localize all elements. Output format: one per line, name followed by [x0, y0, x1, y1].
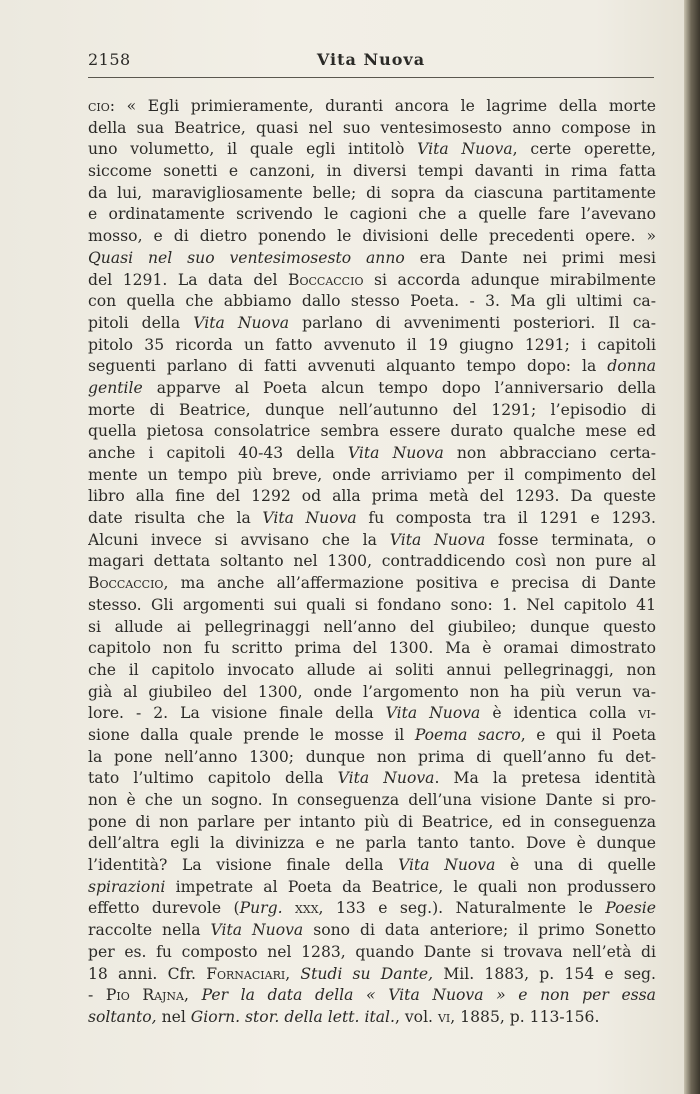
text-line: lore. - 2. La visione finale della Vita Nuova è identica colla vi-	[88, 704, 656, 723]
text-line: seguenti parlano di fatti avvenuti alquanto tempo dopo: la donna	[88, 357, 656, 376]
page-number: 2158	[88, 50, 131, 69]
text-line: libro alla fine del 1292 od alla prima metà del 1293. Da queste	[88, 487, 656, 506]
header-rule	[88, 77, 654, 78]
text-line: capitolo non fu scritto prima del 1300. Ma è oramai dimostrato	[88, 639, 656, 658]
text-line: la pone nell’anno 1300; dunque non prima di quell’anno fu det-	[88, 747, 656, 766]
text-line: pone di non parlare per intanto più di Beatrice, ed in conseguenza	[88, 812, 656, 831]
running-title: Vita Nuova	[316, 50, 426, 69]
text-line: con quella che abbiamo dallo stesso Poeta. - 3. Ma gli ultimi ca-	[88, 292, 656, 311]
text-line: uno volumetto, il quale egli intitolò Vita Nuova, certe operette,	[88, 140, 656, 159]
text-line: già al giubileo del 1300, onde l’argomento non ha più verun va-	[88, 682, 656, 701]
text-line: per es. fu composto nel 1283, quando Dante si trovava nell’età di	[88, 942, 656, 961]
text-line: soltanto, nel Giorn. stor. della lett. ital., vol. vi, 1885, p. 113-156.	[88, 1007, 600, 1026]
text-line: si allude ai pellegrinaggi nell’anno del giubileo; dunque questo	[88, 617, 656, 636]
text-line: Alcuni invece si avvisano che la Vita Nuova fosse terminata, o	[88, 530, 656, 549]
text-line: da lui, maravigliosamente belle; di sopra da ciascuna partitamente	[88, 183, 656, 202]
text-line: tato l’ultimo capitolo della Vita Nuova. Ma la pretesa identità	[88, 769, 656, 788]
text-line: cio: « Egli primieramente, duranti ancora le lagrime della morte	[88, 97, 656, 115]
text-line: stesso. Gli argomenti sui quali si fondano sono: 1. Nel capitolo 41	[88, 595, 656, 614]
text-line: raccolte nella Vita Nuova sono di data anteriore; il primo Sonetto	[88, 921, 656, 940]
text-line: siccome sonetti e canzoni, in diversi tempi davanti in rima fatta	[88, 162, 656, 181]
text-line: - Pio Rajna, Per la data della « Vita Nuova » e non per essa	[88, 986, 656, 1005]
body-text	[88, 96, 656, 1029]
text-line: del 1291. La data del Boccaccio si accorda adunque mirabilmente	[88, 270, 656, 289]
text-line: spirazioni impetrate al Poeta da Beatrice, le quali non produssero	[88, 877, 656, 896]
text-line: morte di Beatrice, dunque nell’autunno del 1291; l’episodio di	[88, 400, 656, 419]
text-line: della sua Beatrice, quasi nel suo ventesimosesto anno compose in	[88, 118, 656, 137]
text-line: pitolo 35 ricorda un fatto avvenuto il 19 giugno 1291; i capitoli	[88, 335, 656, 354]
text-line: gentile apparve al Poeta alcun tempo dopo l’anniversario della	[88, 378, 656, 397]
text-line: l’identità? La visione finale della Vita Nuova è una di quelle	[88, 856, 656, 875]
text-line: e ordinatamente scrivendo le cagioni che a quelle fare l’avevano	[88, 205, 656, 224]
text-line: Quasi nel suo ventesimosesto anno era Dante nei primi mesi	[88, 248, 656, 267]
text-line: quella pietosa consolatrice sembra essere durato qualche mese ed	[88, 422, 656, 441]
text-line: dell’altra egli la divinizza e ne parla tanto tanto. Dove è dunque	[88, 834, 656, 853]
text-line: mosso, e di dietro ponendo le divisioni delle precedenti opere. »	[88, 227, 656, 246]
text-line: Boccaccio, ma anche all’affermazione positiva e precisa di Dante	[88, 574, 656, 593]
text-line: 18 anni. Cfr. Fornaciari, Studi su Dante, Mil. 1883, p. 154 e seg.	[88, 964, 656, 983]
text-line: mente un tempo più breve, onde arriviamo per il compimento del	[88, 465, 656, 484]
text-line: che il capitolo invocato allude ai soliti annui pellegrinaggi, non	[88, 660, 656, 679]
text-line: non è che un sogno. In conseguenza dell’una visione Dante si pro-	[88, 791, 656, 809]
text-line: effetto durevole (Purg. xxx, 133 e seg.). Naturalmente le Poesie	[88, 899, 656, 918]
text-line: pitoli della Vita Nuova parlano di avvenimenti posteriori. Il ca-	[88, 313, 656, 332]
text-line: date risulta che la Vita Nuova fu composta tra il 1291 e 1293.	[88, 509, 656, 528]
text-line: anche i capitoli 40-43 della Vita Nuova non abbracciano certa-	[88, 444, 656, 462]
text-line: sione dalla quale prende le mosse il Poema sacro, e qui il Poeta	[88, 725, 656, 744]
text-line: magari dettata soltanto nel 1300, contraddicendo così non pure al	[88, 552, 656, 571]
page-header	[88, 50, 654, 80]
page-edge	[684, 0, 700, 1094]
